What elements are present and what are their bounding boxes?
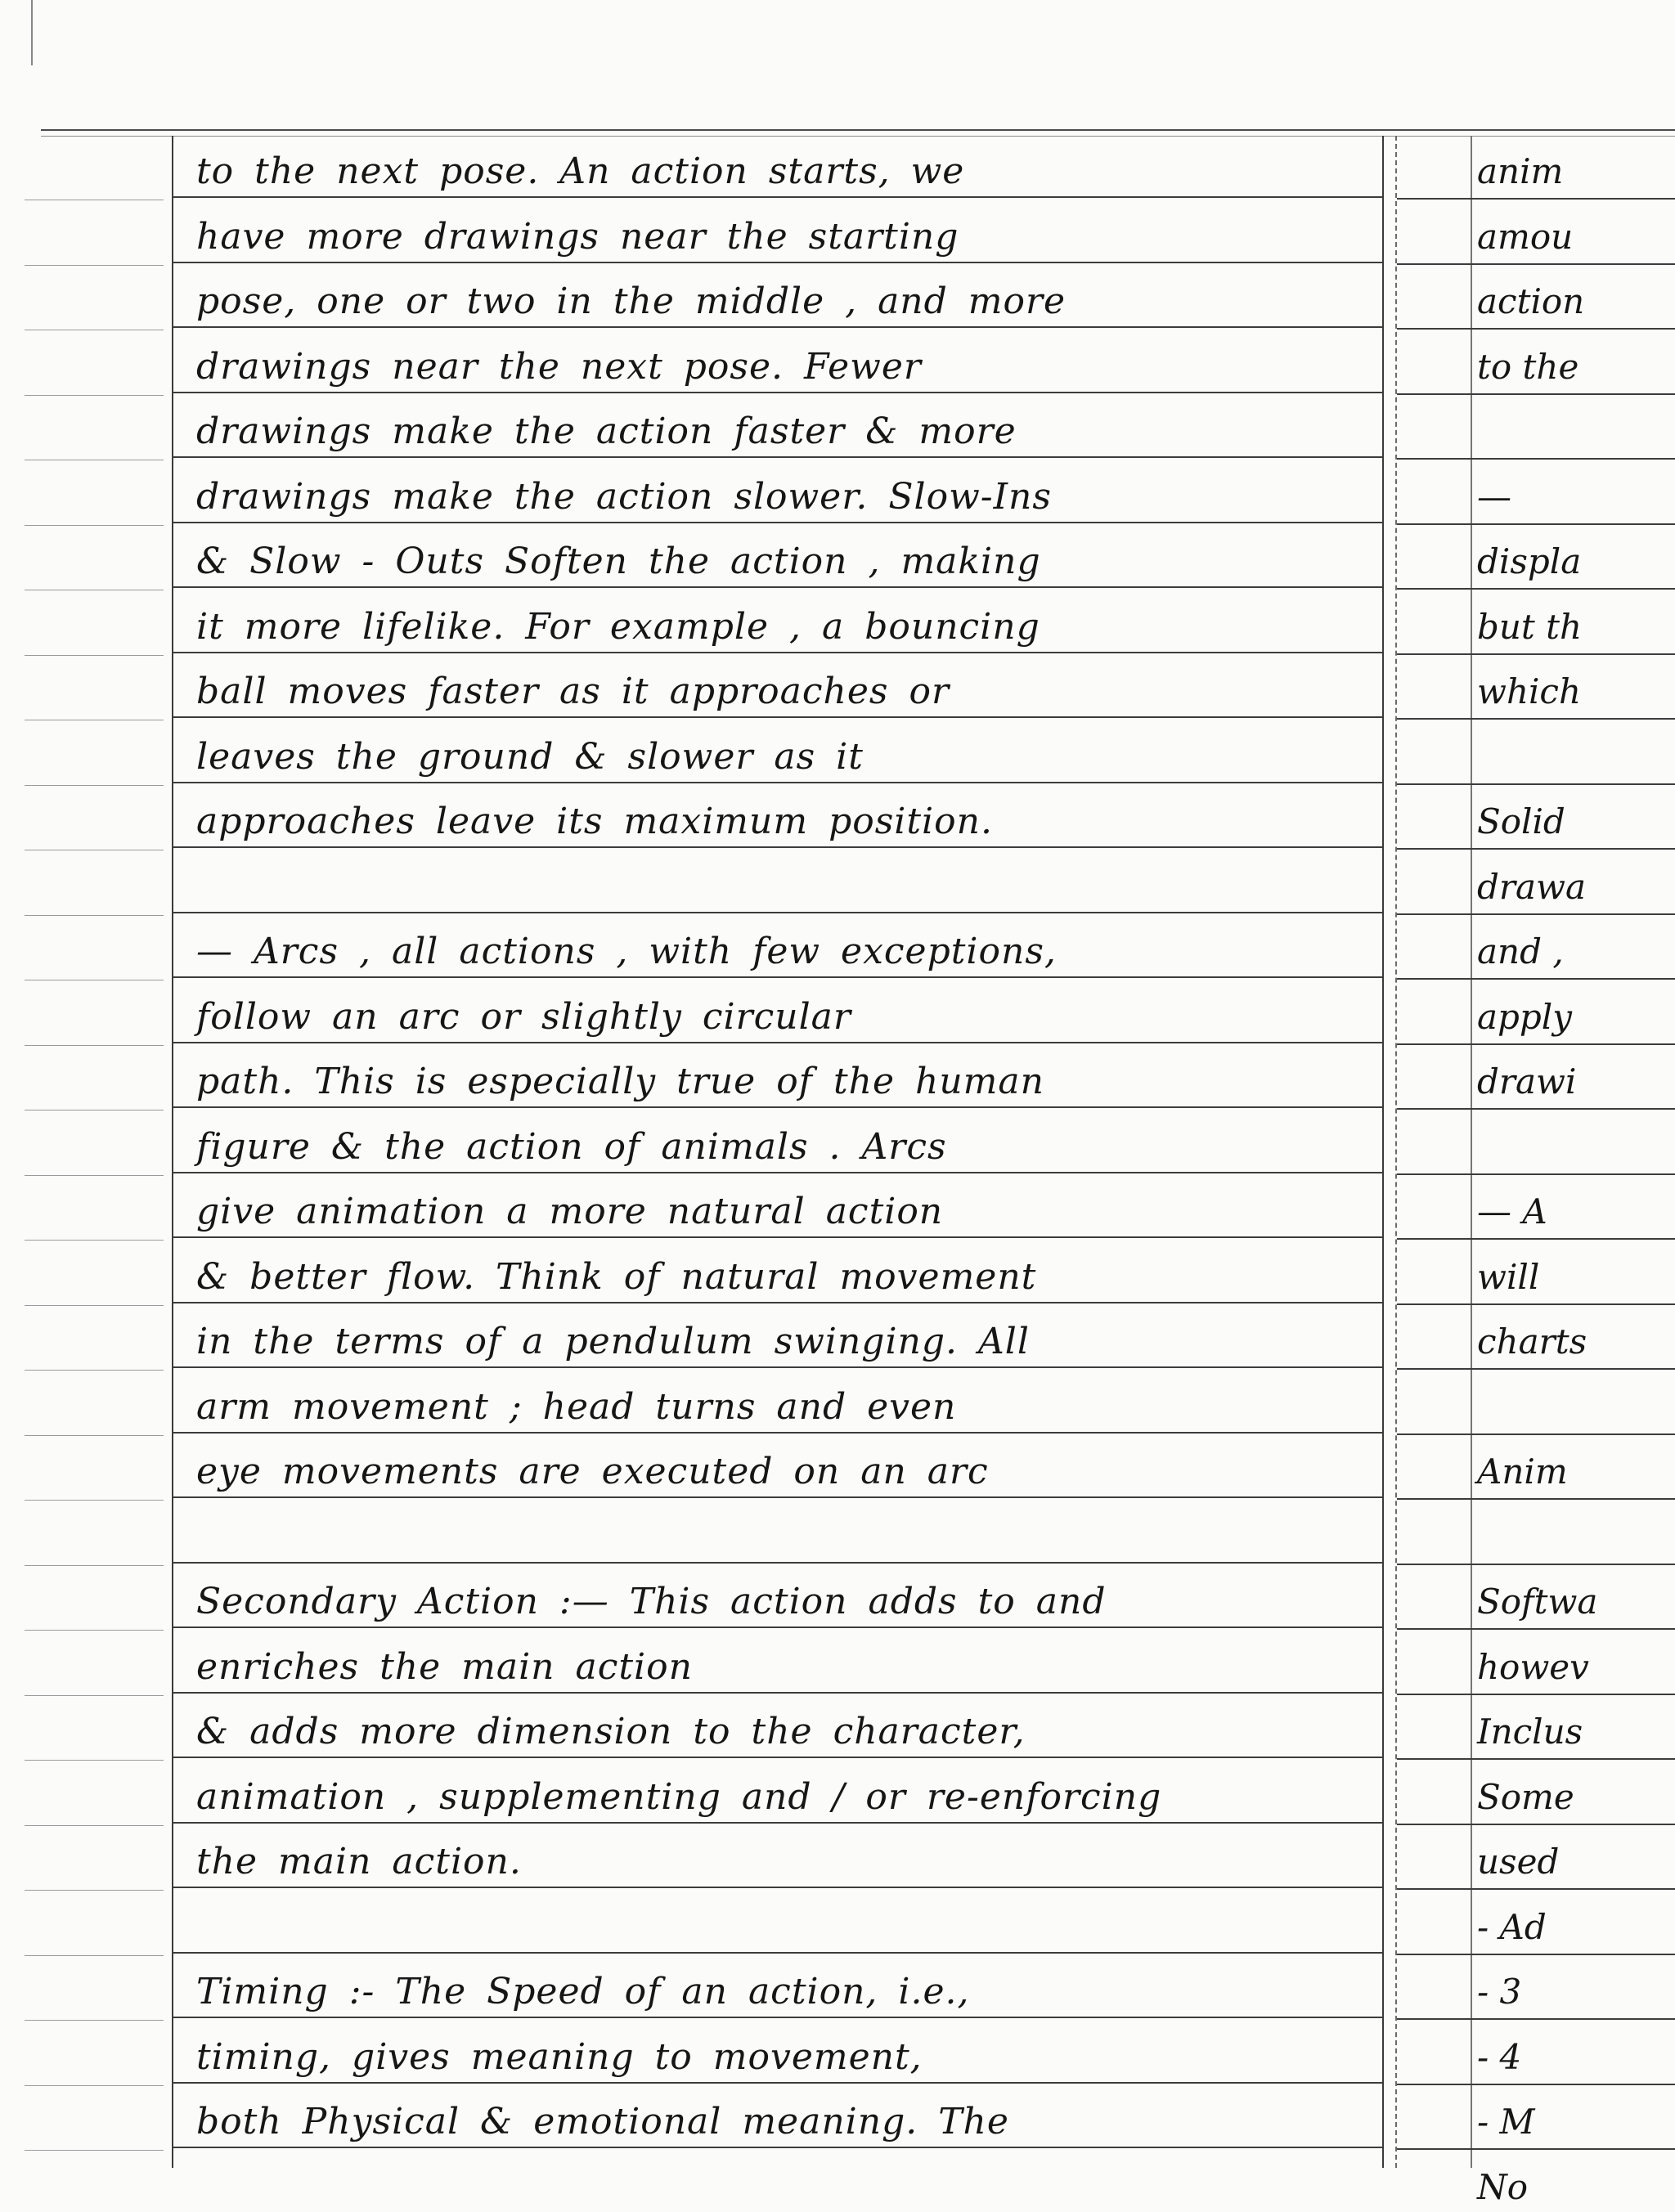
note-line-timing-heading: Timing :- The Speed of an action, i.e., xyxy=(196,1971,970,2012)
ruled-line xyxy=(172,1626,1382,1628)
left-margin-line xyxy=(172,136,173,2168)
ruled-line-left-margin xyxy=(25,915,164,916)
fragment-line: drawa xyxy=(1477,866,1586,907)
ruled-line-left-margin xyxy=(25,1630,164,1631)
ruled-line xyxy=(172,1236,1382,1238)
fragment-line: displa xyxy=(1477,541,1582,581)
fragment-line: - 3 xyxy=(1477,1972,1522,2012)
fragment-line: Anim xyxy=(1477,1451,1568,1492)
note-line: & Slow - Outs Soften the action , making xyxy=(196,541,1041,582)
ruled-line-left-margin xyxy=(25,1695,164,1696)
ruled-line xyxy=(172,912,1382,913)
fragment-line: used xyxy=(1477,1842,1560,1882)
ruled-line xyxy=(172,716,1382,718)
ruled-line xyxy=(172,326,1382,328)
ruled-line xyxy=(172,976,1382,978)
fragment-line: - M xyxy=(1477,2102,1535,2142)
fragment-line: - Ad xyxy=(1477,1906,1547,1947)
ruled-line xyxy=(172,782,1382,783)
ruled-line-left-margin xyxy=(25,1500,164,1501)
fragment-line: amou xyxy=(1477,216,1574,257)
note-line: it more lifelike. For example , a bouncing xyxy=(196,605,1040,648)
ruled-line-left-margin xyxy=(25,1890,164,1891)
note-line: figure & the action of animals . Arcs xyxy=(196,1125,947,1168)
note-line: drawings make the action slower. Slow-Ins xyxy=(196,475,1052,518)
ruled-line xyxy=(172,1432,1382,1434)
ruled-line-left-margin xyxy=(25,1825,164,1826)
note-line: & better flow. Think of natural movement xyxy=(196,1255,1037,1298)
ruled-line xyxy=(172,2017,1382,2018)
ruled-line xyxy=(172,456,1382,458)
fragment-line: — xyxy=(1477,476,1511,517)
ruled-line xyxy=(172,1757,1382,1758)
right-margin-line xyxy=(1382,136,1384,2168)
ruled-line-left-margin xyxy=(25,2020,164,2021)
adjacent-page-fragment xyxy=(1469,123,1675,2207)
ruled-line-left-margin xyxy=(25,525,164,526)
ruled-line-left-margin xyxy=(25,1370,164,1371)
note-line: have more drawings near the starting xyxy=(196,215,959,258)
ruled-line xyxy=(172,262,1382,263)
fragment-line: howev xyxy=(1477,1646,1589,1687)
ruled-line-left-margin xyxy=(25,1955,164,1956)
ruled-line xyxy=(172,522,1382,523)
ruled-line xyxy=(172,392,1382,393)
ruled-line-left-margin xyxy=(25,265,164,266)
ruled-line-left-margin xyxy=(25,1175,164,1176)
top-border-line xyxy=(41,129,1675,131)
ruled-line-left-margin xyxy=(25,395,164,396)
note-line: both Physical & emotional meaning. The xyxy=(196,2101,1009,2142)
note-line-secondary-action-heading: Secondary Action :— This action adds to and xyxy=(196,1581,1107,1622)
fragment-line: Inclus xyxy=(1477,1712,1583,1752)
note-line: & adds more dimension to the character, xyxy=(196,1711,1026,1752)
note-line: give animation a more natural action xyxy=(196,1191,944,1232)
ruled-line xyxy=(172,1822,1382,1824)
ruled-line xyxy=(172,1496,1382,1498)
fragment-line: charts xyxy=(1477,1321,1587,1362)
ruled-line xyxy=(172,196,1382,198)
note-line: drawings make the action faster & more xyxy=(196,411,1017,452)
note-line: pose, one or two in the middle , and more xyxy=(196,280,1067,322)
note-line: to the next pose. An action starts, we xyxy=(196,150,965,192)
top-border-line-2 xyxy=(41,136,1675,137)
ruled-line-left-margin xyxy=(25,1435,164,1436)
note-line: eye movements are executed on an arc xyxy=(196,1451,989,1492)
right-margin-dashed-line xyxy=(1395,136,1397,2168)
ruled-line-left-margin xyxy=(25,1240,164,1241)
note-line: in the terms of a pendulum swinging. All xyxy=(196,1321,1030,1362)
ruled-line xyxy=(172,1952,1382,1954)
fragment-line: - 4 xyxy=(1477,2036,1522,2077)
note-line: timing, gives meaning to movement, xyxy=(196,2035,923,2078)
ruled-line xyxy=(172,2147,1382,2148)
note-line: path. This is especially true of the human xyxy=(196,1061,1044,1102)
fragment-line: — A xyxy=(1477,1191,1547,1232)
ruled-line xyxy=(172,1042,1382,1043)
fragment-line: drawi xyxy=(1477,1061,1577,1102)
ruled-line xyxy=(172,1302,1382,1303)
note-line: animation , supplementing and / or re-enforcing xyxy=(196,1775,1162,1818)
fragment-line: apply xyxy=(1477,996,1572,1037)
ruled-line-left-margin xyxy=(25,1045,164,1046)
note-line: the main action. xyxy=(196,1841,522,1882)
ruled-line-left-margin xyxy=(25,655,164,656)
note-line: approaches leave its maximum position. xyxy=(196,801,993,842)
ruled-line xyxy=(172,652,1382,653)
fragment-bottom-text: No xyxy=(1477,2166,1529,2207)
ruled-line xyxy=(172,1172,1382,1173)
fragment-line: to the xyxy=(1477,346,1579,387)
ruled-line xyxy=(172,1887,1382,1888)
fragment-line: Some xyxy=(1477,1776,1574,1817)
ruled-line-left-margin xyxy=(25,785,164,786)
ruled-line xyxy=(172,1106,1382,1108)
ruled-line-left-margin xyxy=(25,1760,164,1761)
fragment-line: anim xyxy=(1477,151,1564,191)
note-line: leaves the ground & slower as it xyxy=(196,735,864,778)
fragment-line: Solid xyxy=(1477,801,1565,841)
ruled-line-left-margin xyxy=(25,2150,164,2151)
fragment-line: which xyxy=(1477,671,1582,711)
note-line-arcs-heading: — Arcs , all actions , with few exceptions, xyxy=(196,931,1057,972)
ruled-line xyxy=(172,586,1382,588)
ruled-line xyxy=(172,1366,1382,1368)
fragment-line: but th xyxy=(1477,606,1583,647)
note-line: follow an arc or slightly circular xyxy=(196,995,851,1038)
ruled-line xyxy=(172,1562,1382,1564)
ruled-line-left-margin xyxy=(25,1565,164,1566)
ruled-line xyxy=(172,2082,1382,2084)
note-line: arm movement ; head turns and even xyxy=(196,1385,957,1428)
ruled-line xyxy=(172,1692,1382,1694)
ruled-line xyxy=(172,846,1382,848)
fragment-line: will xyxy=(1477,1256,1540,1297)
fragment-line: Softwa xyxy=(1477,1582,1598,1622)
hole-punch-mark xyxy=(31,0,33,65)
fragment-line: and , xyxy=(1477,931,1564,971)
fragment-line: action xyxy=(1477,281,1585,321)
note-line: ball moves faster as it approaches or xyxy=(196,671,950,712)
ruled-line-left-margin xyxy=(25,1305,164,1306)
note-line: enriches the main action xyxy=(196,1645,693,1688)
ruled-line-left-margin xyxy=(25,2085,164,2086)
note-line: drawings near the next pose. Fewer xyxy=(196,345,922,388)
